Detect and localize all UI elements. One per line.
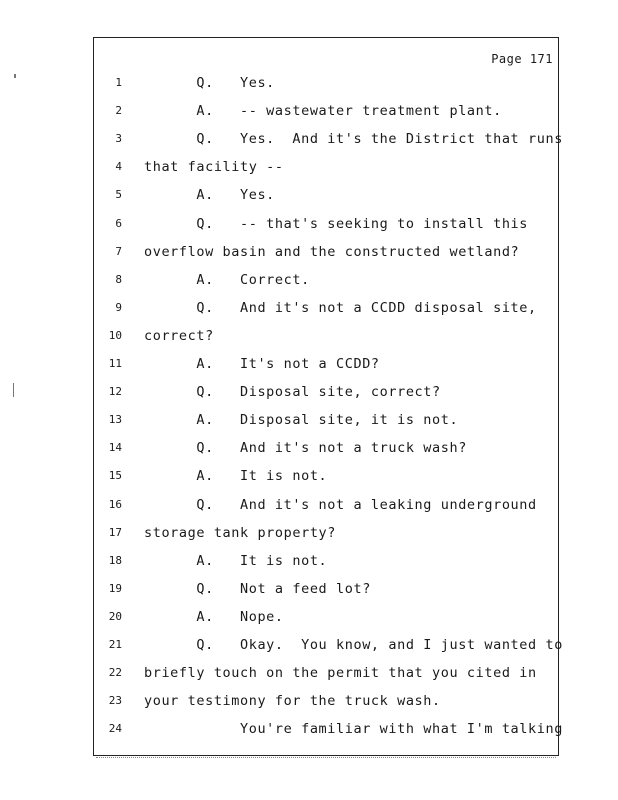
transcript-line	[0, 322, 618, 350]
line-number: 13	[108, 413, 122, 427]
line-number: 5	[115, 188, 122, 202]
line-text: A. It's not a CCDD?	[144, 356, 380, 372]
transcript-line	[0, 547, 618, 575]
scan-speck	[14, 74, 16, 78]
page-number: Page 171	[491, 52, 553, 66]
line-text: Q. And it's not a leaking underground	[144, 496, 537, 513]
line-number: 2	[115, 104, 122, 118]
transcript-line	[0, 519, 618, 547]
line-text: A. It is not.	[144, 468, 328, 485]
line-number: 14	[108, 441, 122, 455]
line-text: that facility --	[144, 159, 284, 176]
line-text: A. Disposal site, it is not.	[144, 412, 459, 429]
transcript-line	[0, 378, 618, 406]
line-text: storage tank property?	[144, 524, 337, 541]
line-text: Q. And it's not a CCDD disposal site,	[144, 299, 537, 316]
transcript-line	[0, 406, 618, 434]
line-text: Q. And it's not a truck wash?	[144, 440, 467, 457]
transcript-line	[0, 659, 618, 687]
line-text: overflow basin and the constructed wetland?	[144, 243, 520, 260]
line-number: 3	[115, 132, 122, 146]
transcript-line	[0, 715, 618, 743]
line-number: 19	[108, 581, 122, 595]
line-number: 10	[108, 328, 122, 342]
line-number: 4	[115, 160, 122, 174]
scan-speck	[13, 383, 14, 397]
line-text: A. It is not.	[144, 552, 328, 569]
line-number: 8	[115, 272, 122, 286]
transcript-line	[0, 575, 618, 603]
transcript-line	[0, 631, 618, 659]
transcript-line	[0, 294, 618, 322]
footer-rule	[96, 757, 556, 758]
transcript-line	[0, 97, 618, 125]
line-number: 12	[108, 385, 122, 399]
transcript-line	[0, 238, 618, 266]
line-number: 15	[108, 469, 122, 483]
line-number: 22	[108, 666, 122, 680]
transcript-line	[0, 181, 618, 209]
line-text: A. Correct.	[144, 271, 310, 288]
line-number: 7	[115, 244, 122, 258]
line-text: A. Nope.	[144, 608, 284, 625]
line-text: your testimony for the truck wash.	[144, 693, 441, 710]
line-number: 11	[108, 357, 122, 370]
line-text: You're familiar with what I'm talking	[144, 721, 563, 738]
transcript-line	[0, 69, 618, 97]
transcript-line	[0, 153, 618, 181]
line-text: briefly touch on the permit that you cited in	[144, 665, 537, 682]
line-number: 6	[115, 216, 122, 230]
transcript-line	[0, 603, 618, 631]
line-number: 20	[108, 609, 122, 623]
transcript-line	[0, 125, 618, 153]
transcript-line	[0, 687, 618, 715]
transcript-line	[0, 350, 618, 378]
line-text: A. -- wastewater treatment plant.	[144, 103, 502, 120]
line-number: 21	[108, 638, 122, 651]
transcript-line	[0, 491, 618, 519]
line-number: 18	[108, 553, 122, 567]
line-number: 16	[108, 497, 122, 511]
line-text: Q. -- that's seeking to install this	[144, 215, 529, 232]
line-number: 1	[115, 76, 122, 89]
line-number: 23	[108, 694, 122, 708]
line-number: 24	[108, 722, 122, 736]
line-text: Q. Yes.	[144, 75, 275, 91]
transcript-line	[0, 210, 618, 238]
line-text: Q. Disposal site, correct?	[144, 384, 441, 401]
line-number: 9	[115, 300, 122, 314]
transcript-line	[0, 266, 618, 294]
transcript-line	[0, 462, 618, 490]
line-text: Q. Not a feed lot?	[144, 580, 371, 597]
line-text: A. Yes.	[144, 187, 275, 204]
line-number: 17	[108, 525, 122, 539]
line-text: correct?	[144, 327, 214, 344]
line-text: Q. Yes. And it's the District that runs	[144, 131, 563, 148]
transcript-line	[0, 434, 618, 462]
line-text: Q. Okay. You know, and I just wanted to	[144, 637, 563, 653]
